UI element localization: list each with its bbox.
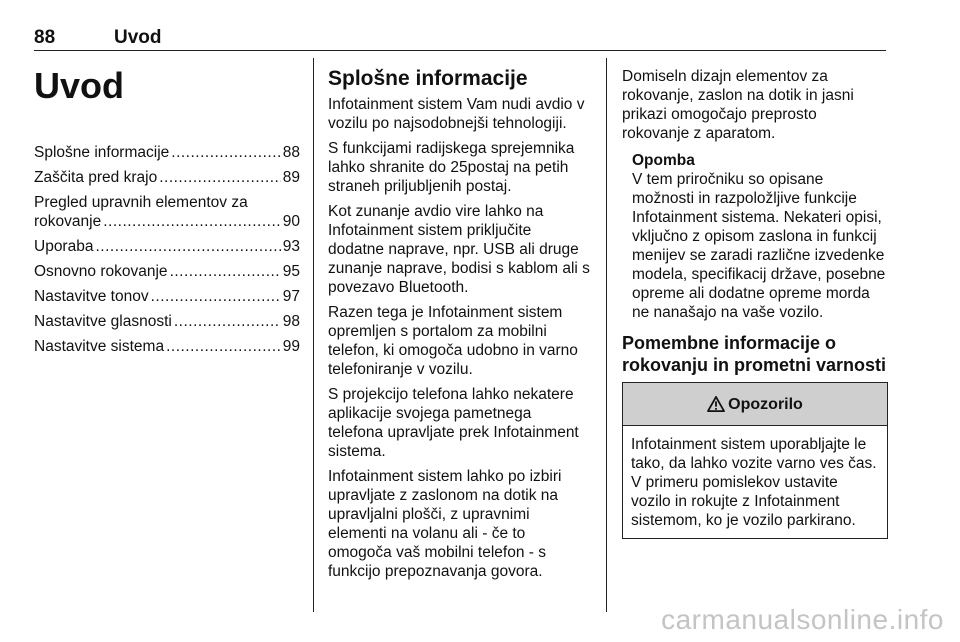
toc-entry[interactable] [34, 262, 300, 281]
paragraph: Infotainment sistem Vam nudi avdio v vozilu po najsodobnejši tehnologiji. [328, 96, 585, 132]
general-info-column [328, 58, 590, 587]
toc-page: 93 [282, 238, 300, 255]
paragraph: Domiseln dizajn elementov za rokovanje, zaslon na dotik in jasni prikazi omogočajo preprosto rokovanje z aparatom. [622, 68, 854, 142]
paragraph: Kot zunanje avdio vire lahko na Infotainment sistem priključite dodatne naprave, npr. USB ali druge zunanje naprave, bodisi s kablom ali s povezavo Bluetooth. [328, 203, 590, 296]
toc-entry[interactable] [34, 312, 300, 331]
toc-label: Pregled upravnih elementov za [34, 194, 248, 211]
toc-entry[interactable] [34, 193, 300, 231]
toc-page: 90 [282, 213, 300, 230]
warning-header [623, 383, 887, 426]
toc-label-continued: rokovanje [34, 213, 102, 230]
chapter-title: Uvod [34, 65, 124, 106]
header-rule [34, 50, 886, 51]
paragraph: Infotainment sistem lahko po izbiri upravljate z zaslonom na dotik na upravljalni plošči, z upravnimi elementi na volanu ali - če to omogoča vaš mobilni telefon - s funkcijo prepoznavanja govora. [328, 468, 562, 580]
warning-title: Opozorilo [728, 395, 803, 413]
column-divider-2 [606, 58, 607, 612]
paragraph: S projekcijo telefona lahko nekatere aplikacije svojega pametnega telefona upravljate prek Infotainment sistema. [328, 386, 579, 460]
toc-page: 98 [282, 313, 300, 330]
toc-label: Osnovno rokovanje [34, 263, 168, 280]
warning-triangle-icon [707, 396, 725, 412]
section-heading: Splošne informacije [328, 67, 528, 90]
toc-label: Nastavitve tonov [34, 288, 149, 305]
toc-column [34, 58, 300, 362]
note-block [632, 151, 888, 322]
toc-entry[interactable] [34, 287, 300, 306]
note-text: V tem priročniku so opisane možnosti in razpoložljive funkcije Infotainment sistema. Nekateri opisi, vključno z opisom zaslona in funkcij menijev se zaradi različne izvedenke modela, specifikacij države, posebne opreme ali dodatne opreme morda ne nanašajo na vaše vozilo. [632, 171, 886, 321]
toc-entry[interactable] [34, 337, 300, 356]
warning-text: Infotainment sistem uporabljajte le tako, da lahko vozite varno ves čas. V primeru pomislekov ustavite vozilo in rokujte z Infotainment sistemom, ko je vozilo parkirano. [631, 436, 877, 529]
toc-page: 97 [282, 288, 300, 305]
toc-entry[interactable] [34, 237, 300, 256]
running-section-title: Uvod [114, 27, 162, 48]
subsection-heading: Pomembne informacije o rokovanju in prometni varnosti [622, 333, 887, 375]
third-column [622, 58, 888, 539]
toc-page: 95 [282, 263, 300, 280]
watermark: carmanualsonline.info [661, 604, 944, 635]
toc-page: 88 [282, 144, 300, 161]
paragraph: S funkcijami radijskega sprejemnika lahko shranite do 25postaj na petih straneh priljubljenih postaj. [328, 140, 575, 195]
toc-page: 89 [282, 169, 300, 186]
toc-label: Splošne informacije [34, 144, 170, 161]
toc-label: Nastavitve glasnosti [34, 313, 172, 330]
toc-label: Nastavitve sistema [34, 338, 165, 355]
page-header [34, 27, 886, 51]
toc-entry[interactable] [34, 143, 300, 162]
page-number: 88 [34, 27, 56, 48]
toc-entry[interactable] [34, 168, 300, 187]
toc-label: Zaščita pred krajo [34, 169, 158, 186]
warning-box [622, 382, 888, 539]
toc-page: 99 [282, 338, 300, 355]
column-divider-1 [313, 58, 314, 612]
note-title: Opomba [632, 152, 695, 169]
paragraph: Razen tega je Infotainment sistem opremljen s portalom za mobilni telefon, ki omogoča udobno in varno telefoniranje v vozilu. [328, 304, 578, 378]
toc-label: Uporaba [34, 238, 94, 255]
